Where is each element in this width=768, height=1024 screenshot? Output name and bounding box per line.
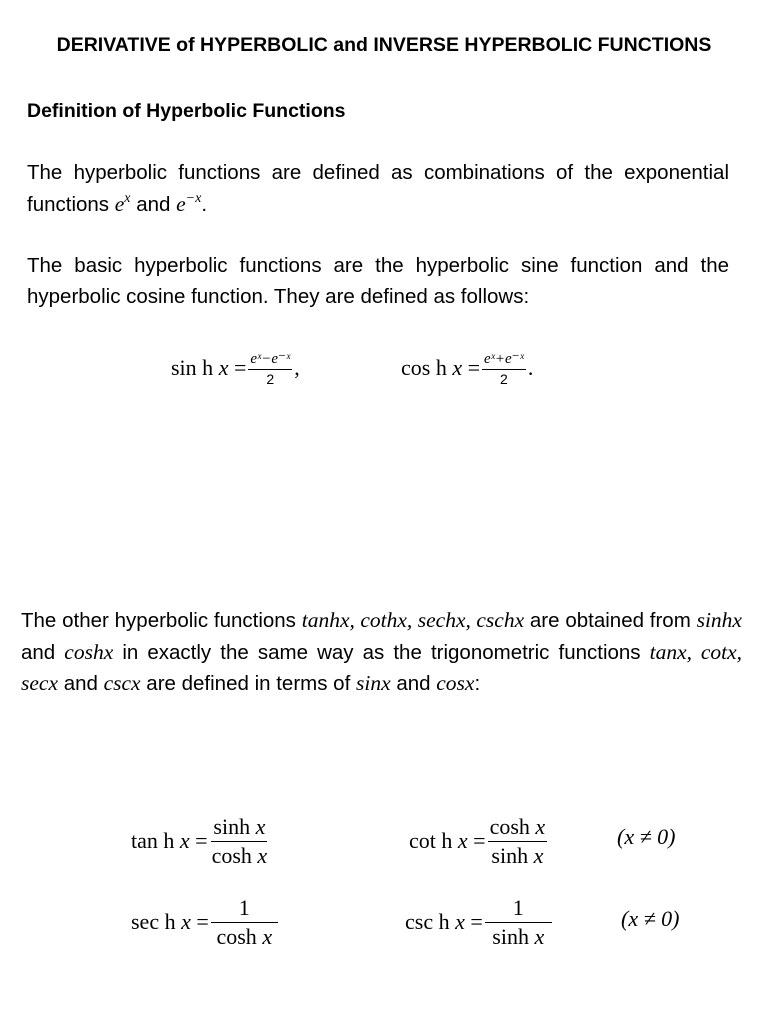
- var-x: x: [457, 828, 468, 853]
- math-functions-list: tanhx, cothx, sechx, cschx: [301, 608, 525, 632]
- var-x: x: [218, 355, 229, 380]
- section-heading: Definition of Hyperbolic Functions: [27, 100, 346, 122]
- var-x: x: [181, 909, 191, 934]
- csch-fraction: [485, 895, 552, 950]
- csch-condition: (x ≠ 0): [621, 906, 680, 931]
- text-segment: The other hyperbolic functions: [21, 609, 302, 632]
- tanh-lhs: tan h: [131, 828, 175, 853]
- cosh-numerator: eˣ+e⁻ˣ: [482, 349, 526, 370]
- equals-sign: =: [233, 355, 247, 380]
- text-segment: and: [21, 640, 65, 664]
- sech-denominator: cosh x: [216, 923, 273, 949]
- tanh-formula: [131, 808, 271, 874]
- cosh-fraction: [482, 349, 526, 387]
- tanh-numerator: sinh x: [211, 814, 267, 842]
- cosh-definition: [401, 342, 533, 394]
- text-segment: in exactly the same way as the trigonometric functions: [113, 640, 650, 664]
- cosh-lhs: cos h: [401, 355, 447, 380]
- equals-sign: =: [473, 828, 486, 853]
- sinh-fraction: [248, 349, 292, 387]
- text-segment: and: [58, 672, 104, 695]
- intro-period: .: [201, 192, 208, 216]
- paragraph-basic: The basic hyperbolic functions are the hyperbolic sine function and the hyperbolic cosine function. They are defined as follows:: [27, 254, 729, 308]
- coth-fraction: [488, 814, 548, 869]
- sinh-definition: [171, 342, 300, 394]
- math-cosx: cosx: [436, 671, 475, 695]
- intro-and: and: [130, 192, 177, 216]
- coth-denominator: sinh x: [491, 842, 544, 868]
- sech-formula: [131, 889, 280, 955]
- text-segment: and: [390, 672, 437, 695]
- text-segment: :: [474, 672, 481, 695]
- math-trig-list: tanx, cotx, secx: [21, 639, 742, 695]
- coth-numerator: cosh x: [488, 814, 548, 842]
- sinh-lhs: sin h: [171, 355, 214, 380]
- csch-numerator: 1: [485, 895, 552, 923]
- math-coshx: coshx: [64, 639, 114, 664]
- math-cscx: cscx: [103, 671, 141, 695]
- sinh-denominator: 2: [266, 371, 275, 387]
- text-segment: are defined in terms of: [140, 672, 356, 695]
- math-sinhx: sinhx: [696, 608, 742, 632]
- coth-lhs: cot h: [409, 828, 453, 853]
- paragraph-other-functions: [21, 605, 742, 700]
- math-sinx: sinx: [355, 671, 391, 695]
- var-x: x: [455, 909, 465, 934]
- comma: ,: [294, 355, 300, 380]
- equals-sign: =: [470, 909, 483, 934]
- coth-condition: (x ≠ 0): [617, 824, 676, 849]
- equals-sign: =: [196, 909, 209, 934]
- csch-denominator: sinh x: [492, 923, 545, 949]
- intro-text: The hyperbolic functions are defined as combinations of the exponential functions: [27, 161, 729, 216]
- var-x: x: [452, 355, 463, 380]
- equals-sign: =: [195, 828, 208, 853]
- text-segment: are obtained from: [524, 609, 697, 632]
- page-title: DERIVATIVE of HYPERBOLIC and INVERSE HYPERBOLIC FUNCTIONS: [56, 34, 712, 56]
- cosh-denominator: 2: [500, 371, 508, 387]
- paragraph-intro: [27, 158, 729, 220]
- tanh-fraction: [210, 814, 270, 869]
- sinh-numerator: eˣ−e⁻ˣ: [248, 349, 292, 370]
- coth-formula: [409, 808, 549, 874]
- sech-lhs: sec h: [131, 909, 176, 934]
- exp-e-x: $e^x$: [114, 190, 131, 216]
- var-x: x: [179, 828, 190, 853]
- tanh-denominator: cosh x: [211, 842, 268, 868]
- period: .: [527, 355, 534, 380]
- sech-fraction: [211, 895, 278, 950]
- exp-e-neg-x: $e^{-x}$: [176, 190, 202, 216]
- sech-numerator: 1: [211, 895, 278, 923]
- csch-lhs: csc h: [405, 909, 450, 934]
- csch-formula: [405, 889, 554, 955]
- equals-sign: =: [467, 355, 481, 380]
